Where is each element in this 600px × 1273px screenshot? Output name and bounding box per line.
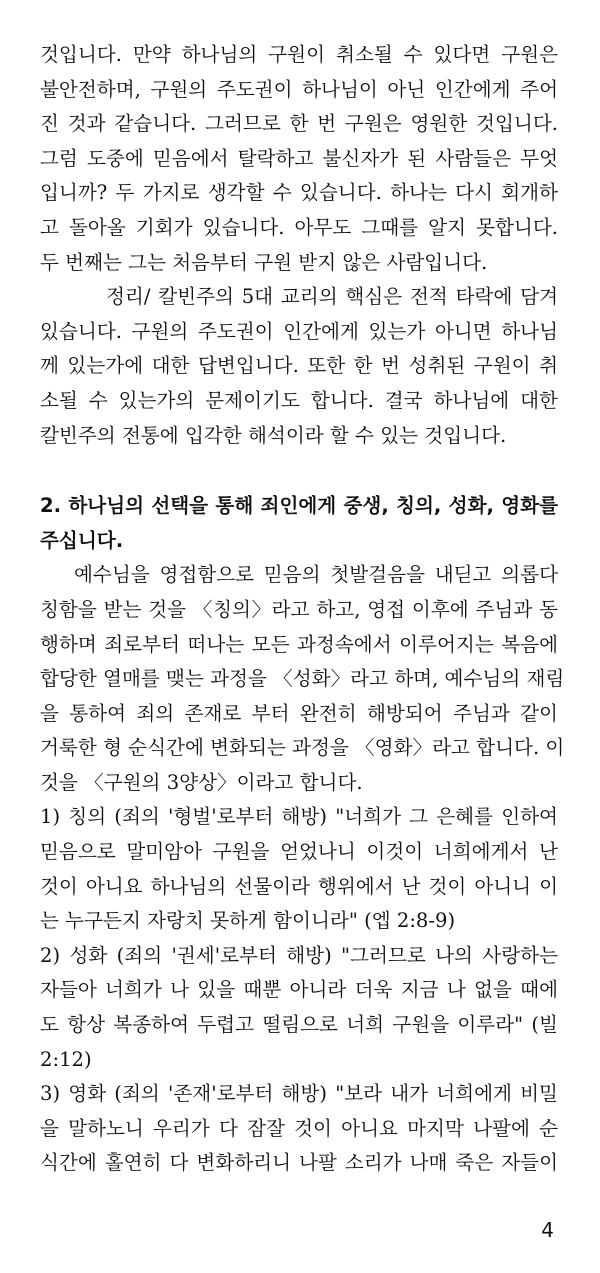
page-number: 4 xyxy=(541,1218,554,1242)
paragraph-1 xyxy=(40,38,558,280)
text-line: 3) 영화 (죄의 '존재'로부터 해방) "보라 내가 너희에게 비밀 xyxy=(40,1082,558,1106)
text-line: 칭함을 받는 것을 〈칭의〉라고 하고, 영접 이후에 주님과 동 xyxy=(40,597,558,621)
text-line: 것을 〈구원의 3양상〉이라고 합니다. xyxy=(40,770,363,794)
text-line: 칼빈주의 전통에 입각한 해석이라 할 수 있는 것입니다. xyxy=(40,423,507,447)
text-line: 정리/ 칼빈주의 5대 교리의 핵심은 전적 타락에 담겨 xyxy=(106,285,558,309)
text-line: 것입니다. 만약 하나님의 구원이 취소될 수 있다면 구원은 xyxy=(40,43,558,66)
text-line: 소될 수 있는가의 문제이기도 합니다. 결국 하나님에 대한 xyxy=(40,388,558,412)
list-item-glorification xyxy=(40,1077,558,1181)
list-item-sanctification xyxy=(40,939,558,1077)
heading-line: 주십니다. xyxy=(40,528,124,552)
text-line: 1) 칭의 (죄의 '형벌'로부터 해방) "너희가 그 은혜를 인하여 xyxy=(40,805,558,829)
text-line: 두 번째는 그는 처음부터 구원 받지 않은 사람입니다. xyxy=(40,250,488,274)
page-content xyxy=(40,38,565,1181)
text-line: 그럼 도중에 믿음에서 탈락하고 불신자가 된 사람들은 무엇 xyxy=(40,146,558,170)
text-line: 을 통하여 죄의 존재로 부터 완전히 해방되어 주님과 같이 xyxy=(40,701,558,725)
text-line: 는 누구든지 자랑치 못하게 함이니라" (엡 2:8-9) xyxy=(40,909,456,933)
text-line: 을 말하노니 우리가 다 잠잘 것이 아니요 마지막 나팔에 순 xyxy=(40,1116,558,1140)
text-line: 2) 성화 (죄의 '권세'로부터 해방) "그러므로 나의 사랑하는 xyxy=(40,943,558,967)
paragraph-3 xyxy=(40,558,565,800)
text-line: 불안전하며, 구원의 주도권이 하나님이 아닌 인간에게 주어 xyxy=(40,77,558,101)
text-line: 도 항상 복종하여 두렵고 떨림으로 너희 구원을 이루라" (빌 xyxy=(40,1013,558,1037)
paragraph-2 xyxy=(40,280,558,453)
heading-line: 2. 하나님의 선택을 통해 죄인에게 중생, 칭의, 성화, 영화를 xyxy=(40,494,558,518)
text-line: 거룩한 형 순식간에 변화되는 과정을 〈영화〉라고 합니다. 이 xyxy=(40,736,565,760)
section-heading xyxy=(40,489,558,558)
section-gap xyxy=(40,453,558,489)
text-line: 께 있는가에 대한 답변입니다. 또한 한 번 성취된 구원이 취 xyxy=(40,354,558,378)
text-line: 있습니다. 구원의 주도권이 인간에게 있는가 아니면 하나님 xyxy=(40,319,558,343)
text-line: 고 돌아올 기회가 있습니다. 아무도 그때를 알지 못합니다. xyxy=(40,215,558,239)
text-line: 합당한 열매를 맺는 과정을 〈성화〉라고 하며, 예수님의 재림 xyxy=(40,667,565,691)
list-item-justification xyxy=(40,800,558,938)
text-line: 2:12) xyxy=(40,1047,92,1071)
text-line: 입니까? 두 가지로 생각할 수 있습니다. 하나는 다시 회개하 xyxy=(40,181,558,205)
text-line: 믿음으로 말미암아 구원을 얻었나니 이것이 너희에게서 난 xyxy=(40,840,558,864)
text-line: 것이 아니요 하나님의 선물이라 행위에서 난 것이 아니니 이 xyxy=(40,874,558,898)
text-line: 자들아 너희가 나 있을 때뿐 아니라 더욱 지금 나 없을 때에 xyxy=(40,978,558,1002)
text-line: 식간에 홀연히 다 변화하리니 나팔 소리가 나매 죽은 자들이 xyxy=(40,1151,558,1175)
text-line: 진 것과 같습니다. 그러므로 한 번 구원은 영원한 것입니다. xyxy=(40,112,558,136)
text-line: 행하며 죄로부터 떠나는 모든 과정속에서 이루어지는 복음에 xyxy=(40,632,558,656)
text-line: 예수님을 영접함으로 믿음의 첫발걸음을 내딛고 의롭다 xyxy=(74,563,558,587)
